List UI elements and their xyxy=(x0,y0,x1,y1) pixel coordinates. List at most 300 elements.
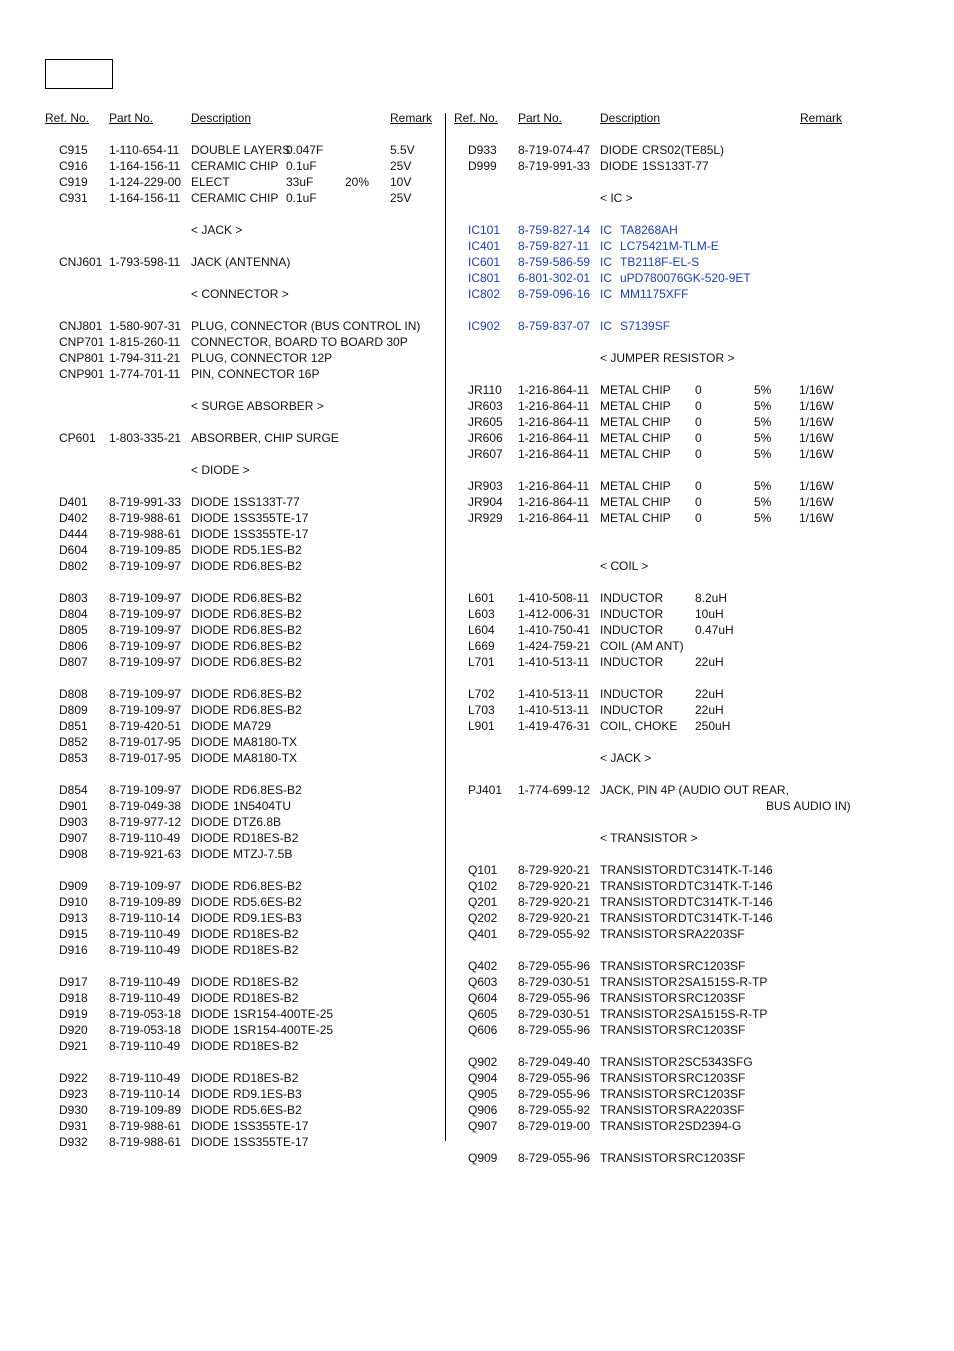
part-no: 8-719-109-97 xyxy=(109,703,182,717)
description: DIODE xyxy=(191,879,230,893)
part-no: 8-729-055-96 xyxy=(518,959,591,973)
part-no: 8-719-109-97 xyxy=(109,559,182,573)
description: CERAMIC CHIP xyxy=(191,159,279,173)
description: COIL, CHOKE xyxy=(600,719,678,733)
spacer xyxy=(454,735,904,751)
part-no: 1-815-260-11 xyxy=(109,335,181,349)
device-type: uPD780076GK-520-9ET xyxy=(620,271,751,285)
part-no-header: Part No. xyxy=(518,111,563,125)
device-type: RD6.8ES-B2 xyxy=(233,623,302,637)
section-label: < JACK > xyxy=(600,751,652,765)
part-row xyxy=(45,719,440,735)
description: DIODE xyxy=(191,975,230,989)
ref-no: JR606 xyxy=(468,431,503,445)
section-heading xyxy=(45,399,440,415)
description: ELECT xyxy=(191,175,230,189)
ref-no: D401 xyxy=(59,495,88,509)
device-type: RD18ES-B2 xyxy=(233,927,299,941)
part-row xyxy=(45,991,440,1007)
device-type: 1SR154-400TE-25 xyxy=(233,1023,334,1037)
part-no: 8-729-055-92 xyxy=(518,927,591,941)
ref-no: IC401 xyxy=(468,239,501,253)
description: IC xyxy=(600,223,612,237)
description: TRANSISTOR xyxy=(600,1103,678,1117)
page-number-box xyxy=(45,59,113,89)
description: TRANSISTOR xyxy=(600,895,678,909)
description: TRANSISTOR xyxy=(600,927,678,941)
description: CONNECTOR, BOARD TO BOARD 30P xyxy=(191,335,408,349)
spacer xyxy=(454,815,904,831)
ref-no: D809 xyxy=(59,703,88,717)
description: DIODE xyxy=(191,943,230,957)
ref-no: Q604 xyxy=(468,991,498,1005)
ref-no: Q603 xyxy=(468,975,498,989)
ref-no: L669 xyxy=(468,639,495,653)
description: PLUG, CONNECTOR (BUS CONTROL IN) xyxy=(191,319,421,333)
device-type: S7139SF xyxy=(620,319,671,333)
part-row xyxy=(45,1071,440,1087)
description: JACK, PIN 4P (AUDIO OUT REAR, xyxy=(600,783,789,797)
part-no-header: Part No. xyxy=(109,111,154,125)
spacer xyxy=(45,303,440,319)
section-label: < JACK > xyxy=(191,223,243,237)
description: METAL CHIP xyxy=(600,431,671,445)
description: TRANSISTOR xyxy=(600,1007,678,1021)
part-no: 8-759-096-16 xyxy=(518,287,591,301)
description: DIODE xyxy=(191,735,230,749)
device-type: RD5.6ES-B2 xyxy=(233,1103,302,1117)
value: 22uH xyxy=(695,703,724,717)
ref-no: JR607 xyxy=(468,447,503,461)
spacer xyxy=(45,575,440,591)
description: METAL CHIP xyxy=(600,415,671,429)
ref-no: D853 xyxy=(59,751,88,765)
ref-no: D803 xyxy=(59,591,88,605)
part-row xyxy=(454,287,904,303)
ref-no: D916 xyxy=(59,943,88,957)
ref-no: CNP901 xyxy=(59,367,105,381)
description: TRANSISTOR xyxy=(600,1023,678,1037)
description: DIODE xyxy=(191,831,230,845)
description: DIODE xyxy=(191,799,230,813)
ref-no: Q606 xyxy=(468,1023,498,1037)
part-row xyxy=(45,607,440,623)
spacer xyxy=(45,127,440,143)
description: DIODE xyxy=(191,815,230,829)
ref-no: CNJ801 xyxy=(59,319,103,333)
value: 0.47uH xyxy=(695,623,734,637)
description: TRANSISTOR xyxy=(600,1119,678,1133)
part-row xyxy=(454,223,904,239)
part-no: 8-719-110-49 xyxy=(109,1039,181,1053)
ref-no: D931 xyxy=(59,1119,88,1133)
spacer xyxy=(454,943,904,959)
description: CERAMIC CHIP xyxy=(191,191,279,205)
part-row xyxy=(454,399,904,415)
device-type: DTC314TK-T-146 xyxy=(678,879,773,893)
spacer xyxy=(454,847,904,863)
part-no: 8-729-030-51 xyxy=(518,975,591,989)
part-row xyxy=(454,415,904,431)
ref-no: Q907 xyxy=(468,1119,498,1133)
part-row xyxy=(454,479,904,495)
part-no: 1-216-864-11 xyxy=(518,447,590,461)
ref-no: PJ401 xyxy=(468,783,503,797)
part-row xyxy=(45,1087,440,1103)
part-no: 1-216-864-11 xyxy=(518,495,590,509)
left-parts-list xyxy=(45,127,440,1151)
remark: 1/16W xyxy=(799,415,834,429)
part-no: 1-216-864-11 xyxy=(518,431,590,445)
description: DIODE xyxy=(191,639,230,653)
description: COIL (AM ANT) xyxy=(600,639,684,653)
part-no: 8-719-988-61 xyxy=(109,1135,182,1149)
part-no: 8-719-110-49 xyxy=(109,975,181,989)
ref-no: D932 xyxy=(59,1135,88,1149)
description: IC xyxy=(600,271,612,285)
ref-no: IC802 xyxy=(468,287,501,301)
part-row xyxy=(45,543,440,559)
part-no: 8-729-055-96 xyxy=(518,991,591,1005)
part-no: 8-719-109-97 xyxy=(109,783,182,797)
part-no: 8-719-988-61 xyxy=(109,1119,182,1133)
tolerance: 5% xyxy=(754,399,772,413)
ref-no: D915 xyxy=(59,927,88,941)
description: TRANSISTOR xyxy=(600,1087,678,1101)
device-type: RD18ES-B2 xyxy=(233,943,299,957)
device-type: 1SR154-400TE-25 xyxy=(233,1007,334,1021)
ref-no: D918 xyxy=(59,991,88,1005)
part-no: 8-729-055-96 xyxy=(518,1023,591,1037)
description: DIODE xyxy=(191,559,230,573)
ref-no: D901 xyxy=(59,799,88,813)
part-row xyxy=(454,623,904,639)
part-row xyxy=(454,687,904,703)
part-row xyxy=(454,1087,904,1103)
description: TRANSISTOR xyxy=(600,879,678,893)
description: DIODE xyxy=(191,495,230,509)
part-no: 1-410-513-11 xyxy=(518,687,590,701)
ref-no: CNP701 xyxy=(59,335,105,349)
ref-no: D802 xyxy=(59,559,88,573)
part-no: 8-719-988-61 xyxy=(109,511,182,525)
remark: 1/16W xyxy=(799,511,834,525)
part-row xyxy=(45,783,440,799)
device-type: RD6.8ES-B2 xyxy=(233,703,302,717)
value: 0.1uF xyxy=(286,159,317,173)
description: DIODE xyxy=(191,687,230,701)
device-type: LC75421M-TLM-E xyxy=(620,239,719,253)
device-type: MA8180-TX xyxy=(233,735,298,749)
part-no: 1-410-513-11 xyxy=(518,703,590,717)
part-row xyxy=(454,639,904,655)
part-no: 8-729-920-21 xyxy=(518,895,591,909)
description: TRANSISTOR xyxy=(600,1151,678,1165)
description: DOUBLE LAYERS xyxy=(191,143,291,157)
value: 0 xyxy=(695,479,702,493)
ref-no: D921 xyxy=(59,1039,88,1053)
part-no: 8-719-109-89 xyxy=(109,895,182,909)
part-row xyxy=(454,911,904,927)
part-row xyxy=(454,975,904,991)
ref-no: D933 xyxy=(468,143,497,157)
part-no: 1-803-335-21 xyxy=(109,431,182,445)
part-no: 8-759-827-14 xyxy=(518,223,591,237)
description-header: Description xyxy=(191,111,252,125)
part-no: 8-729-055-96 xyxy=(518,1087,591,1101)
ref-no: D852 xyxy=(59,735,88,749)
spacer xyxy=(454,207,904,223)
part-no: 8-719-420-51 xyxy=(109,719,182,733)
part-row xyxy=(454,1151,904,1167)
ref-no: CNP801 xyxy=(59,351,105,365)
part-no: 1-124-229-00 xyxy=(109,175,182,189)
value: 0 xyxy=(695,495,702,509)
right-table-header xyxy=(454,111,904,127)
ref-no: JR603 xyxy=(468,399,503,413)
tolerance: 5% xyxy=(754,495,772,509)
description: TRANSISTOR xyxy=(600,991,678,1005)
ref-no: D907 xyxy=(59,831,88,845)
spacer xyxy=(454,767,904,783)
part-no: 8-729-019-00 xyxy=(518,1119,591,1133)
value: 0 xyxy=(695,399,702,413)
section-heading xyxy=(454,559,904,575)
ref-no: D999 xyxy=(468,159,497,173)
description: TRANSISTOR xyxy=(600,959,678,973)
part-row xyxy=(454,719,904,735)
ref-no: D922 xyxy=(59,1071,88,1085)
part-row xyxy=(45,495,440,511)
part-no: 1-216-864-11 xyxy=(518,415,590,429)
part-row xyxy=(454,783,904,799)
part-row xyxy=(45,159,440,175)
description: DIODE xyxy=(191,1087,230,1101)
part-row xyxy=(454,143,904,159)
part-no: 8-719-109-97 xyxy=(109,591,182,605)
section-label: < SURGE ABSORBER > xyxy=(191,399,324,413)
section-label: < IC > xyxy=(600,191,633,205)
section-label: < JUMPER RESISTOR > xyxy=(600,351,735,365)
part-row xyxy=(454,607,904,623)
ref-no: D923 xyxy=(59,1087,88,1101)
part-row xyxy=(45,847,440,863)
device-type: RD6.8ES-B2 xyxy=(233,591,302,605)
device-type: RD6.8ES-B2 xyxy=(233,607,302,621)
value: 0 xyxy=(695,431,702,445)
section-heading xyxy=(45,223,440,239)
ref-no: JR605 xyxy=(468,415,503,429)
ref-no: JR929 xyxy=(468,511,503,525)
value: 10uH xyxy=(695,607,724,621)
device-type: 2SA1515S-R-TP xyxy=(678,975,768,989)
description: DIODE xyxy=(191,895,230,909)
part-row xyxy=(45,191,440,207)
part-row xyxy=(454,863,904,879)
device-type: MM1175XFF xyxy=(620,287,689,301)
ref-no: D909 xyxy=(59,879,88,893)
remark-header: Remark xyxy=(800,111,843,125)
description: DIODE xyxy=(191,847,230,861)
device-type: CRS02(TE85L) xyxy=(642,143,725,157)
part-row xyxy=(454,495,904,511)
ref-no: D908 xyxy=(59,847,88,861)
part-no: 1-774-701-11 xyxy=(109,367,181,381)
part-no: 8-719-109-97 xyxy=(109,639,182,653)
device-type: RD9.1ES-B3 xyxy=(233,911,302,925)
device-type: RD18ES-B2 xyxy=(233,831,299,845)
column-divider xyxy=(445,113,446,1141)
part-row xyxy=(45,735,440,751)
description: DIODE xyxy=(191,623,230,637)
ref-no: Q101 xyxy=(468,863,498,877)
ref-no: Q905 xyxy=(468,1087,498,1101)
device-type: 2SD2394-G xyxy=(678,1119,742,1133)
remark-header: Remark xyxy=(390,111,433,125)
part-row xyxy=(45,623,440,639)
section-label: < CONNECTOR > xyxy=(191,287,289,301)
ref-no: D806 xyxy=(59,639,88,653)
part-row xyxy=(454,1103,904,1119)
part-row xyxy=(45,1039,440,1055)
remark: 1/16W xyxy=(799,399,834,413)
part-no: 1-216-864-11 xyxy=(518,399,590,413)
value: 250uH xyxy=(695,719,731,733)
spacer xyxy=(45,239,440,255)
left-parts-column xyxy=(45,111,440,1151)
part-row xyxy=(45,831,440,847)
ref-no: JR904 xyxy=(468,495,503,509)
part-no: 8-719-017-95 xyxy=(109,735,182,749)
part-row xyxy=(45,591,440,607)
part-no: 1-216-864-11 xyxy=(518,479,590,493)
description: DIODE xyxy=(191,1007,230,1021)
ref-no: D854 xyxy=(59,783,88,797)
ref-no: D851 xyxy=(59,719,88,733)
spacer xyxy=(454,463,904,479)
part-no: 8-719-109-85 xyxy=(109,543,182,557)
ref-no: D805 xyxy=(59,623,88,637)
description: JACK (ANTENNA) xyxy=(191,255,291,269)
part-row xyxy=(45,431,440,447)
part-no: 8-759-837-07 xyxy=(518,319,591,333)
part-row xyxy=(45,879,440,895)
ref-no: L703 xyxy=(468,703,495,717)
part-row xyxy=(45,143,440,159)
description: PLUG, CONNECTOR 12P xyxy=(191,351,333,365)
description: METAL CHIP xyxy=(600,479,671,493)
part-no: 1-794-311-21 xyxy=(109,351,181,365)
part-no: 1-424-759-21 xyxy=(518,639,591,653)
spacer xyxy=(454,175,904,191)
tolerance: 5% xyxy=(754,383,772,397)
description: INDUCTOR xyxy=(600,687,664,701)
part-no: 8-719-109-97 xyxy=(109,607,182,621)
description: DIODE xyxy=(191,1103,230,1117)
device-type: RD5.6ES-B2 xyxy=(233,895,302,909)
part-no: 8-719-109-89 xyxy=(109,1103,182,1117)
device-type: TA8268AH xyxy=(620,223,678,237)
part-no: 8-729-920-21 xyxy=(518,863,591,877)
description: METAL CHIP xyxy=(600,495,671,509)
device-type: SRC1203SF xyxy=(678,1023,746,1037)
description: DIODE xyxy=(191,1071,230,1085)
spacer xyxy=(454,1135,904,1151)
description: INDUCTOR xyxy=(600,703,664,717)
ref-no: D917 xyxy=(59,975,88,989)
device-type: SRC1203SF xyxy=(678,959,746,973)
tolerance: 5% xyxy=(754,511,772,525)
ref-no: Q201 xyxy=(468,895,498,909)
device-type: 1SS355TE-17 xyxy=(233,511,309,525)
spacer xyxy=(454,367,904,383)
part-no: 8-759-586-59 xyxy=(518,255,591,269)
part-no: 8-719-109-97 xyxy=(109,655,182,669)
spacer xyxy=(45,1055,440,1071)
spacer xyxy=(45,447,440,463)
ref-no-header: Ref. No. xyxy=(45,111,90,125)
part-row xyxy=(454,703,904,719)
value: 8.2uH xyxy=(695,591,728,605)
description: DIODE xyxy=(191,991,230,1005)
section-heading xyxy=(454,751,904,767)
part-row xyxy=(45,335,440,351)
device-type: SRC1203SF xyxy=(678,1087,746,1101)
ref-no: Q402 xyxy=(468,959,498,973)
section-heading xyxy=(454,351,904,367)
part-row xyxy=(45,927,440,943)
device-type: RD18ES-B2 xyxy=(233,1039,299,1053)
ref-no: Q401 xyxy=(468,927,498,941)
part-row xyxy=(45,367,440,383)
description: INDUCTOR xyxy=(600,607,664,621)
part-no: 8-719-110-49 xyxy=(109,927,181,941)
part-row xyxy=(45,639,440,655)
spacer xyxy=(454,303,904,319)
device-type: SRC1203SF xyxy=(678,991,746,1005)
description: ABSORBER, CHIP SURGE xyxy=(191,431,339,445)
value: 0 xyxy=(695,447,702,461)
part-no: 1-164-156-11 xyxy=(109,191,181,205)
device-type: RD6.8ES-B2 xyxy=(233,559,302,573)
device-type: 1SS355TE-17 xyxy=(233,1119,309,1133)
ref-no: L901 xyxy=(468,719,495,733)
section-heading xyxy=(454,831,904,847)
spacer xyxy=(45,271,440,287)
part-no: 8-729-055-92 xyxy=(518,1103,591,1117)
description: DIODE xyxy=(191,911,230,925)
description: TRANSISTOR xyxy=(600,911,678,925)
spacer xyxy=(454,543,904,559)
tolerance: 5% xyxy=(754,415,772,429)
part-row xyxy=(45,1135,440,1151)
part-row xyxy=(45,511,440,527)
value: 33uF xyxy=(286,175,314,189)
ref-no: D930 xyxy=(59,1103,88,1117)
ref-no: IC101 xyxy=(468,223,501,237)
ref-no: Q605 xyxy=(468,1007,498,1021)
part-row xyxy=(454,1071,904,1087)
part-row xyxy=(454,991,904,1007)
device-type: DTC314TK-T-146 xyxy=(678,863,773,877)
value: 0 xyxy=(695,383,702,397)
part-no: 8-719-921-63 xyxy=(109,847,182,861)
part-no: 8-719-110-49 xyxy=(109,1071,181,1085)
device-type: MTZJ-7.5B xyxy=(233,847,293,861)
part-no: 8-719-110-49 xyxy=(109,831,181,845)
device-type: 1SS355TE-17 xyxy=(233,527,309,541)
description: DIODE xyxy=(191,751,230,765)
